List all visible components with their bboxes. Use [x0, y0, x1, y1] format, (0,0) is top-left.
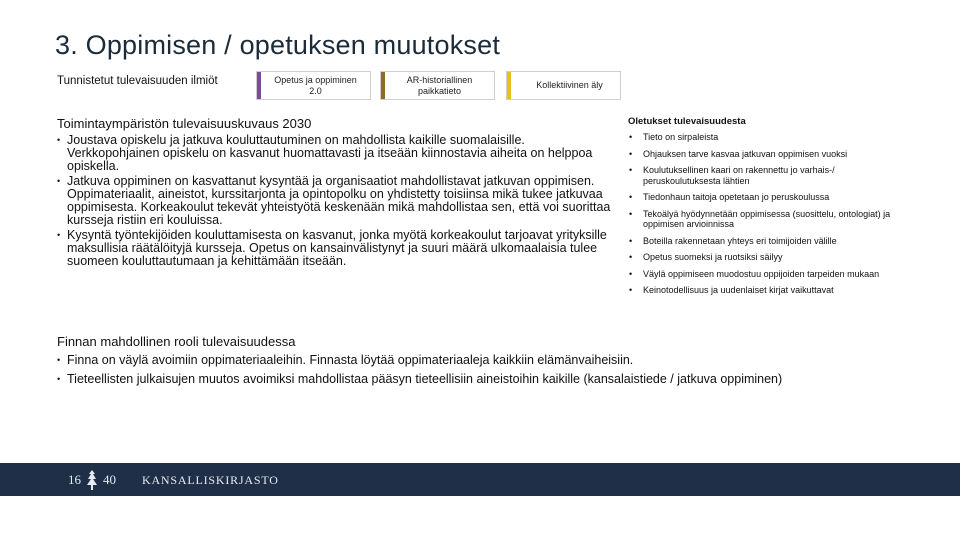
list-item: • Väylä oppimiseen muodostuu oppijoiden tarpeiden mukaan — [628, 269, 908, 280]
environment-heading: Toimintaympäristön tulevaisuuskuvaus 2030 — [57, 116, 312, 131]
list-item: • Finna on väylä avoimiin oppimateriaaleihin. Finnasta löytää oppimateriaaleja kaikkiin elämänvaiheisiin. — [57, 353, 917, 367]
phenomenon-tag-collective — [506, 71, 621, 100]
brand-name: KANSALLISKIRJASTO — [142, 473, 279, 487]
logo-year-right: 40 — [103, 471, 116, 487]
list-item: • Jatkuva oppiminen on kasvattanut kysyntää ja organisaatiot mahdollistavat jatkuvan oppimisen. Oppimateriaalit, aineistot, kurssitarjonta ja opintopolku on yhdistetty toisiinsa mikä tukee jatkuvaa oppimisesta. Korkeakoulut tekevät yhteistyötä keskenään mikä mahdollistaa sen, että voi suorittaa kursseja ristiin eri kouluissa. — [57, 175, 617, 227]
list-item: • Tekoälyä hyödynnetään oppimisessa (suosittelu, ontologiat) ja oppimisen arvioinnissa — [628, 209, 908, 230]
role-section — [57, 334, 917, 391]
list-item: • Kysyntä työntekijöiden kouluttamisesta on kasvanut, jonka myötä korkeakoulut tarjoavat yrityksille maksullisia räätälöityjä kursseja. Opetus on kansainvälistynyt ja suuri määrä ulkomaalaisia tulee suomeen kouluttautumaan ja kehittämään itseään. — [57, 229, 617, 268]
library-logo — [68, 468, 116, 491]
list-item: • Tieteellisten julkaisujen muutos avoimiksi mahdollistaa pääsyn tieteellisiin aineistoihin kaikille (kansalaistiede / jatkuva oppiminen) — [57, 372, 917, 386]
list-item: • Keinotodellisuus ja uudenlaiset kirjat vaikuttavat — [628, 285, 908, 296]
environment-list — [57, 134, 617, 268]
phenomenon-tag-learning — [256, 71, 371, 100]
crest-icon — [84, 469, 100, 491]
list-item: • Opetus suomeksi ja ruotsiksi säilyy — [628, 252, 908, 263]
list-item: • Joustava opiskelu ja jatkuva kouluttautuminen on mahdollista kaikille suomalaisille. Verkkopohjainen opiskelu on kasvanut huomattavasti ja itseään kiinnostavia aiheita on helppoa opiskella. — [57, 134, 617, 173]
environment-section — [57, 116, 617, 270]
phenomenon-tag-ar — [380, 71, 495, 100]
list-item: • Koulutuksellinen kaari on rakennettu jo varhais-/ peruskoulutuksesta lähtien — [628, 165, 908, 186]
list-item: • Boteilla rakennetaan yhteys eri toimijoiden välille — [628, 236, 908, 247]
tag-color-bar — [381, 72, 385, 99]
logo-year-left: 16 — [68, 471, 81, 487]
tag-label: AR-historiallinen paikkatieto — [406, 74, 473, 96]
list-item: • Tiedonhaun taitoja opetetaan jo peruskoulussa — [628, 192, 908, 203]
tag-label: Kollektiivinen äly — [536, 80, 603, 90]
assumptions-list — [628, 132, 908, 296]
slide-title: 3. Oppimisen / opetuksen muutokset — [55, 30, 501, 60]
footer-bar — [0, 463, 960, 496]
assumptions-section — [628, 116, 908, 302]
phenomena-label: Tunnistetut tulevaisuuden ilmiöt — [57, 75, 218, 87]
assumptions-heading: Oletukset tulevaisuudesta — [628, 116, 746, 127]
role-heading: Finnan mahdollinen rooli tulevaisuudessa — [57, 334, 296, 349]
list-item: • Tieto on sirpaleista — [628, 132, 908, 143]
tag-color-bar — [257, 72, 261, 99]
list-item: • Ohjauksen tarve kasvaa jatkuvan oppimisen vuoksi — [628, 149, 908, 160]
tag-color-bar — [507, 72, 511, 99]
tag-label: Opetus ja oppiminen 2.0 — [274, 74, 357, 96]
role-list — [57, 353, 917, 386]
